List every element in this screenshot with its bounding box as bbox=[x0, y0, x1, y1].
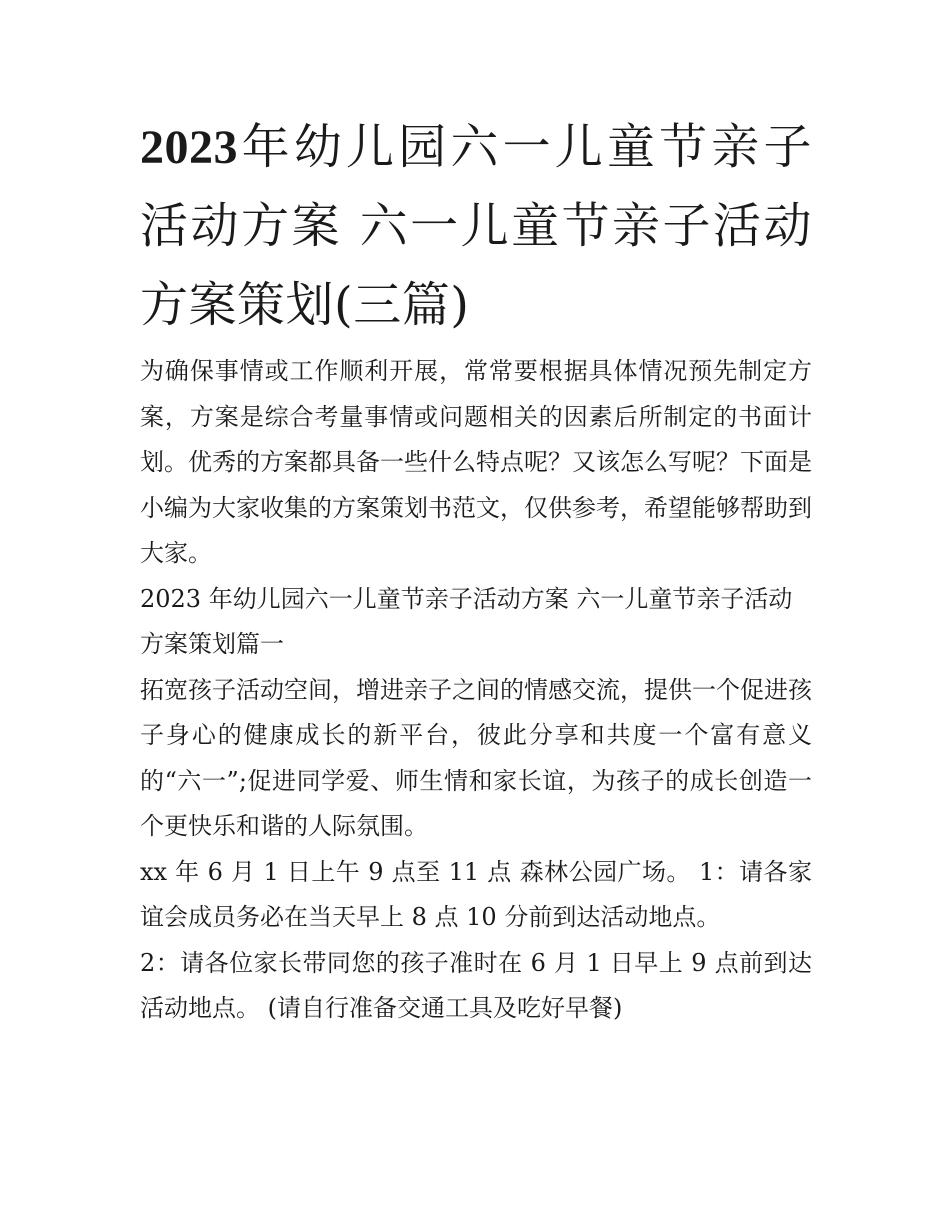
intro-paragraph: 为确保事情或工作顺利开展，常常要根据具体情况预先制定方案，方案是综合考量事情或问题相关的因素后所制定的书面计划。优秀的方案都具备一些什么特点呢？又该怎么写呢？下面是小编为大家收集的方案策划书范文，仅供参考，希望能够帮助到大家。 bbox=[140, 357, 812, 567]
title-year: 2023 bbox=[140, 121, 238, 174]
time-place-paragraph: xx 年 6 月 1 日上午 9 点至 11 点 森林公园广场。 1：请各家谊会成员务必在当天早上 8 点 10 分前到达活动地点。 bbox=[140, 857, 812, 931]
section-heading: 2023 年幼儿园六一儿童节亲子活动方案 六一儿童节亲子活动方案策划篇一 bbox=[140, 584, 793, 658]
title-text: 年幼儿园六一儿童节亲子活动方案 六一儿童节亲子活动方案策划(三篇) bbox=[140, 119, 812, 333]
document-title bbox=[140, 108, 812, 345]
note-paragraph: 2：请各位家长带同您的孩子准时在 6 月 1 日早上 9 点前到达活动地点。 (请自行准备交通工具及吃好早餐) bbox=[140, 948, 812, 1022]
document-page bbox=[140, 108, 812, 1032]
purpose-paragraph: 拓宽孩子活动空间，增进亲子之间的情感交流，提供一个促进孩子身心的健康成长的新平台，彼此分享和共度一个富有意义的“六一”;促进同学爱、师生情和家长谊，为孩子的成长创造一个更快乐和谐的人际氛围。 bbox=[140, 675, 812, 840]
